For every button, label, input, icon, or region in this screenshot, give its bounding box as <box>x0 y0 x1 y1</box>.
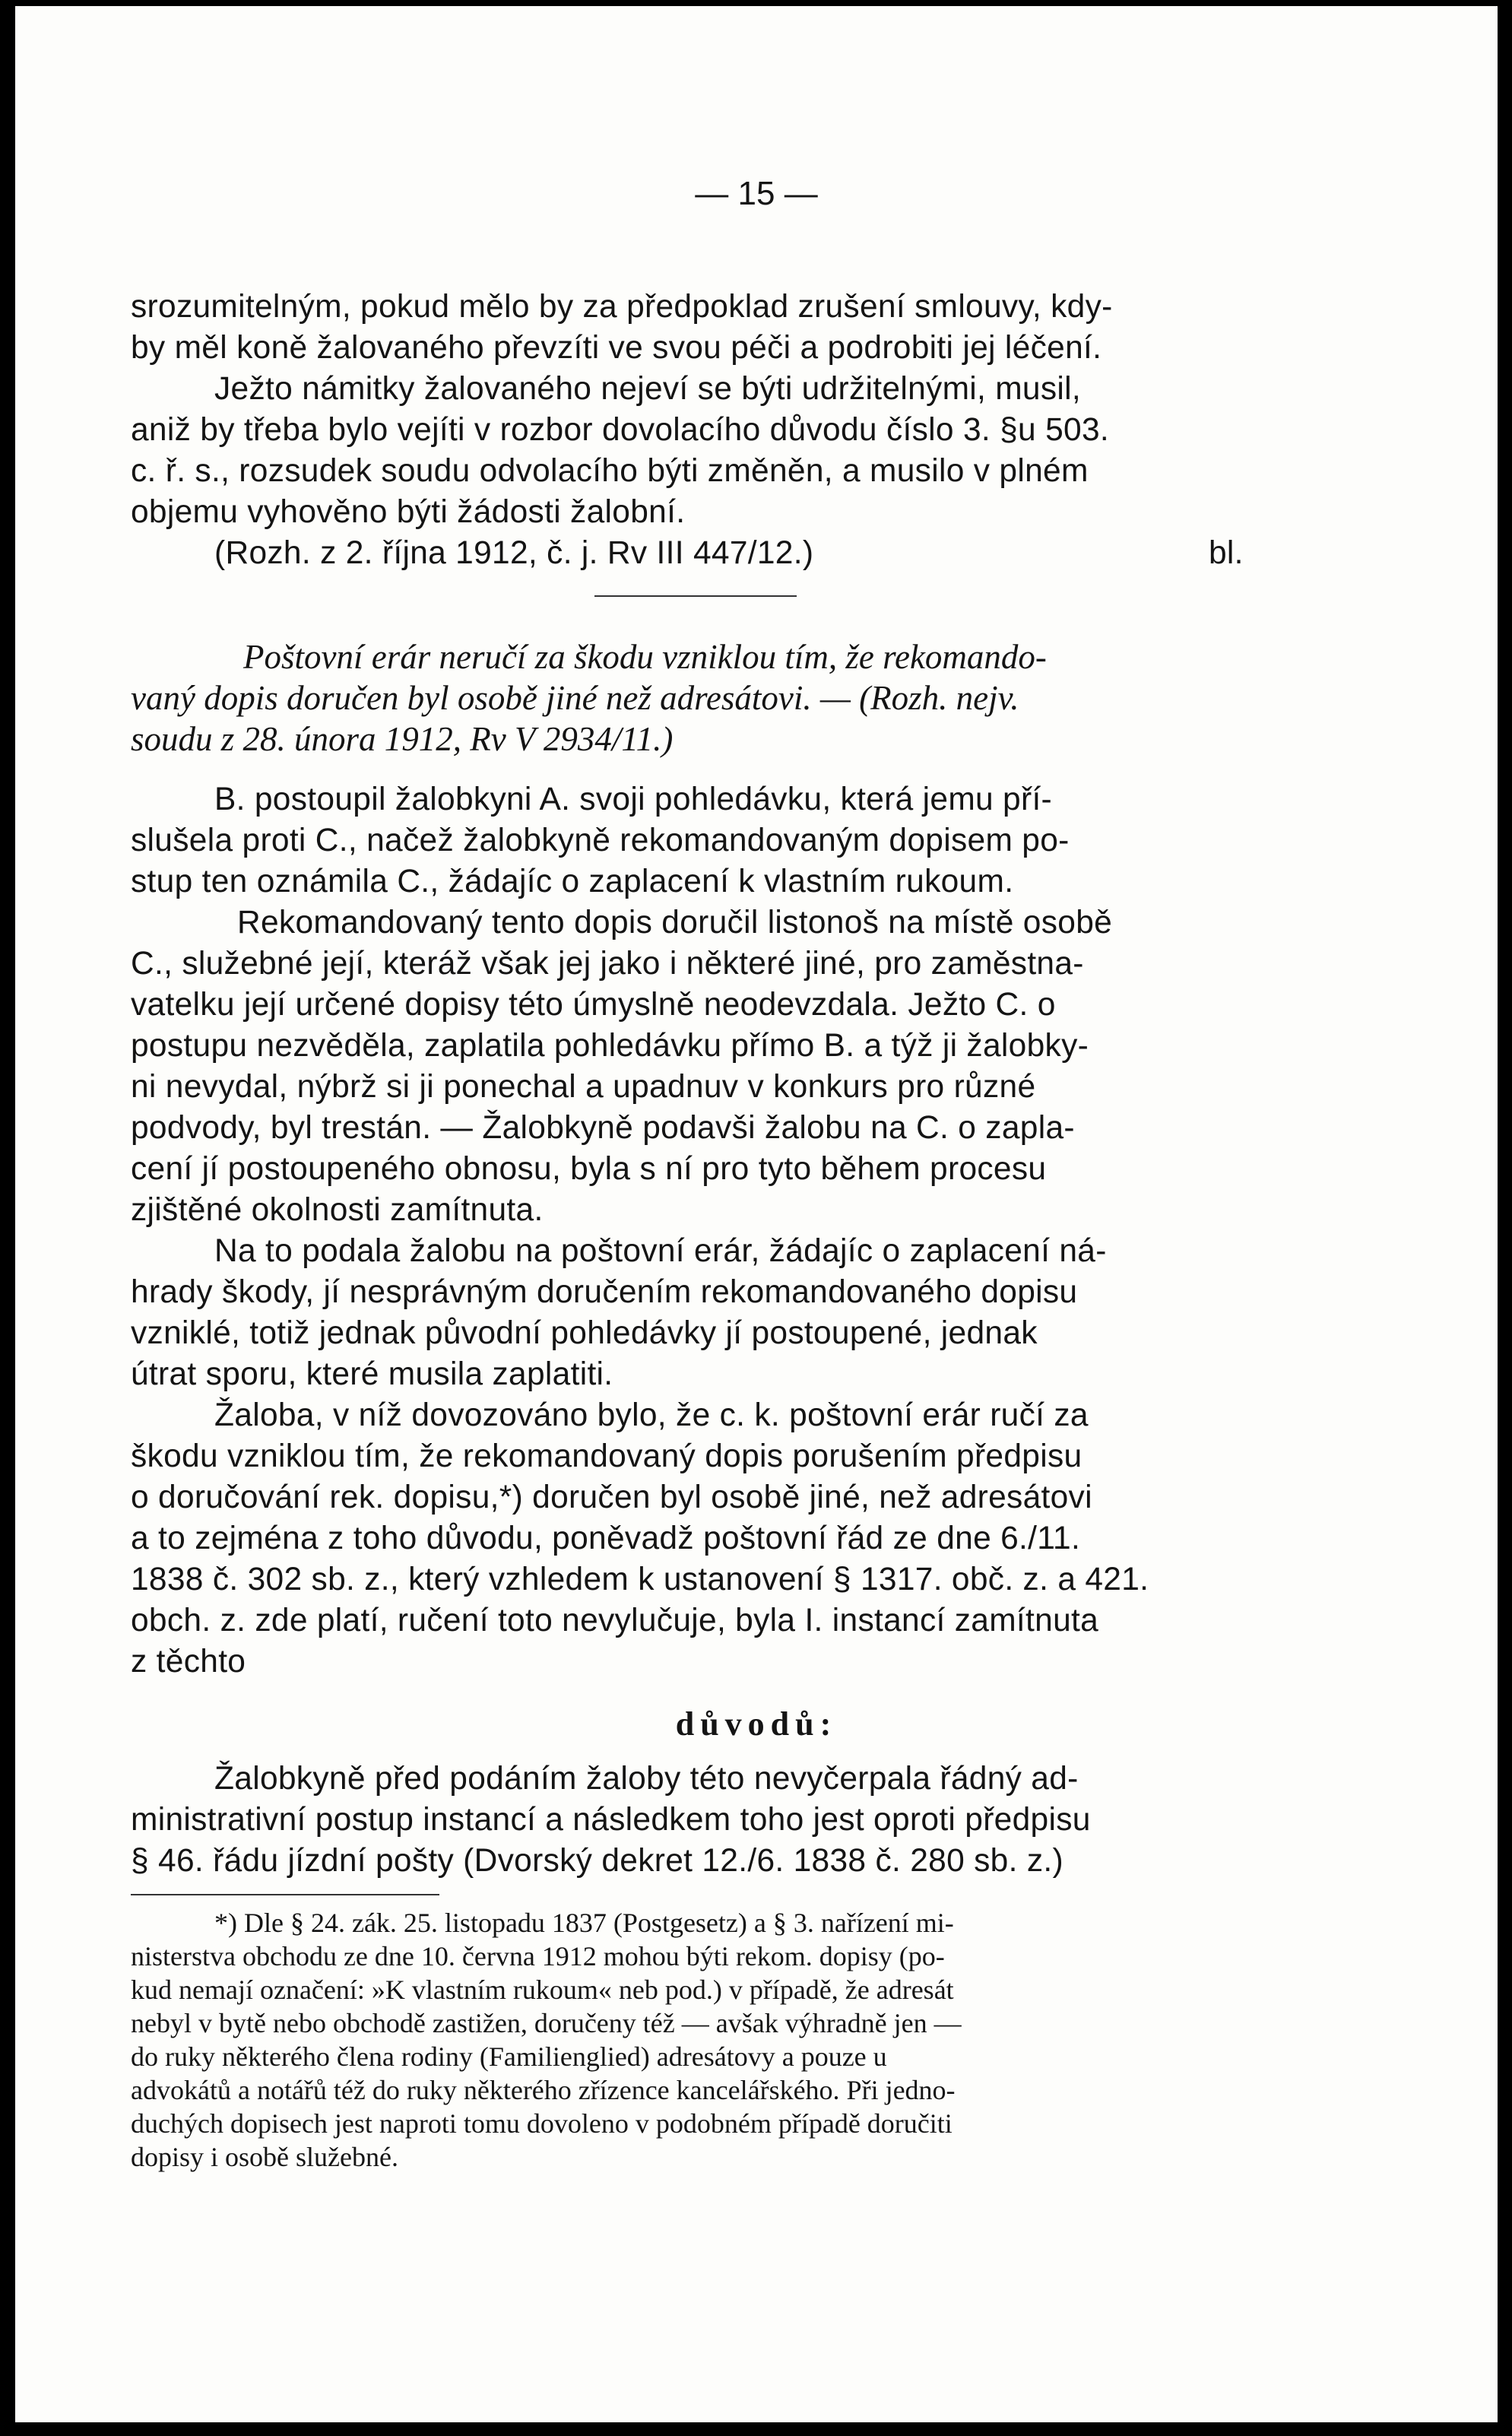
top-paragraph-line-3: Ježto námitky žalovaného nejeví se býti udržitelnými, musil, <box>214 371 1082 407</box>
main-text-line-5: C., služebné její, kteráž však jej jako i některé jiné, pro zaměstna- <box>131 946 1084 982</box>
footnote-divider <box>131 1894 439 1895</box>
main-text-line-15: útrat sporu, které musila zaplatiti. <box>131 1356 613 1392</box>
top-paragraph-line-1: srozumitelným, pokud mělo by za předpoklad zrušení smlouvy, kdy- <box>131 289 1113 325</box>
main-text-line-14: vzniklé, totiž jednak původní pohledávky jí postoupené, jednak <box>131 1315 1038 1351</box>
top-paragraph-line-4: aniž by třeba bylo vejíti v rozbor dovolacího důvodu číslo 3. §u 503. <box>131 412 1110 448</box>
main-text-line-18: o doručování rek. dopisu,*) doručen byl osobě jiné, než adresátovi <box>131 1480 1092 1515</box>
main-text-line-13: hrady škody, jí nesprávným doručením rekomandovaného dopisu <box>131 1274 1078 1310</box>
footnote-line-8: dopisy i osobě služebné. <box>131 2142 398 2172</box>
main-text-line-21: obch. z. zde platí, ručení toto nevylučuje, byla I. instancí zamítnuta <box>131 1603 1099 1638</box>
footnote-line-6: advokátů a notářů též do ruky některého zřízence kancelářského. Při jedno- <box>131 2075 956 2105</box>
citation-line: (Rozh. z 2. října 1912, č. j. Rv III 447/12.) <box>214 535 814 571</box>
main-text-line-2: slušela proti C., načež žalobkyně rekomandovaným dopisem po- <box>131 823 1070 858</box>
main-text-line-19: a to zejména z toho důvodu, poněvadž poštovní řád ze dne 6./11. <box>131 1521 1081 1556</box>
top-paragraph-line-6: objemu vyhověno býti žádosti žalobní. <box>131 494 686 530</box>
reasons-line-3: § 46. řádu jízdní pošty (Dvorský dekret 12./6. 1838 č. 280 sb. z.) <box>131 1843 1063 1879</box>
reasons-line-1: Žalobkyně před podáním žaloby této nevyčerpala řádný ad- <box>214 1761 1079 1797</box>
main-text-line-20: 1838 č. 302 sb. z., který vzhledem k ustanovení § 1317. obč. z. a 421. <box>131 1562 1149 1597</box>
main-text-line-17: škodu vzniklou tím, že rekomandovaný dopis porušením předpisu <box>131 1438 1082 1474</box>
footnote-line-5: do ruky některého člena rodiny (Familienglied) adresátovy a pouze u <box>131 2041 887 2072</box>
top-paragraph-line-5: c. ř. s., rozsudek soudu odvolacího býti změněn, a musilo v plném <box>131 453 1089 489</box>
main-text-line-7: postupu nezvěděla, zaplatila pohledávku přímo B. a týž ji žalobky- <box>131 1028 1089 1064</box>
main-text-line-12: Na to podala žalobu na poštovní erár, žádajíc o zaplacení ná- <box>214 1233 1107 1269</box>
signature: bl. <box>1209 535 1244 571</box>
case-caption-line-3: soudu z 28. února 1912, Rv V 2934/11.) <box>131 720 674 758</box>
case-caption-line-1: Poštovní erár neručí za škodu vzniklou tím, že rekomando- <box>243 638 1047 676</box>
document-page <box>15 6 1498 2422</box>
top-paragraph-line-2: by měl koně žalovaného převzíti ve svou péči a podrobiti jej léčení. <box>131 330 1102 366</box>
main-text-line-10: cení jí postoupeného obnosu, byla s ní pro tyto během procesu <box>131 1151 1047 1187</box>
footnote-line-1: *) Dle § 24. zák. 25. listopadu 1837 (Postgesetz) a § 3. nařízení mi- <box>214 1908 954 1938</box>
footnote-line-4: nebyl v bytě nebo obchodě zastižen, doručeny též — avšak výhradně jen — <box>131 2008 962 2038</box>
main-text-line-4: Rekomandovaný tento dopis doručil listonoš na místě osobě <box>237 905 1113 940</box>
main-text-line-6: vatelku její určené dopisy této úmyslně neodevzdala. Ježto C. o <box>131 987 1056 1023</box>
footnote-line-2: nisterstva obchodu ze dne 10. června 1912 mohou býti rekom. dopisy (po- <box>131 1941 945 1971</box>
main-text-line-11: zjištěné okolnosti zamítnuta. <box>131 1192 544 1228</box>
case-caption-line-2: vaný dopis doručen byl osobě jiné než adresátovi. — (Rozh. nejv. <box>131 679 1019 717</box>
footnote-line-7: duchých dopisech jest naproti tomu dovoleno v podobném případě doručiti <box>131 2108 953 2139</box>
section-heading: důvodů: <box>675 1705 838 1743</box>
main-text-line-9: podvody, byl trestán. — Žalobkyně podavši žalobu na C. o zapla- <box>131 1110 1075 1146</box>
main-text-line-8: ni nevydal, nýbrž si ji ponechal a upadnuv v konkurs pro různé <box>131 1069 1036 1105</box>
main-text-line-22: z těchto <box>131 1644 246 1680</box>
section-divider <box>594 595 797 597</box>
footnote-line-3: kud nemají označení: »K vlastním rukoum« neb pod.) v případě, že adresát <box>131 1974 954 2005</box>
main-text-line-1: B. postoupil žalobkyni A. svoji pohledávku, která jemu pří- <box>214 782 1053 817</box>
reasons-line-2: ministrativní postup instancí a následkem toho jest oproti předpisu <box>131 1802 1091 1838</box>
page-number: — 15 — <box>695 175 818 212</box>
main-text-line-16: Žaloba, v níž dovozováno bylo, že c. k. poštovní erár ručí za <box>214 1397 1089 1433</box>
main-text-line-3: stup ten oznámila C., žádajíc o zaplacení k vlastním rukoum. <box>131 864 1014 899</box>
